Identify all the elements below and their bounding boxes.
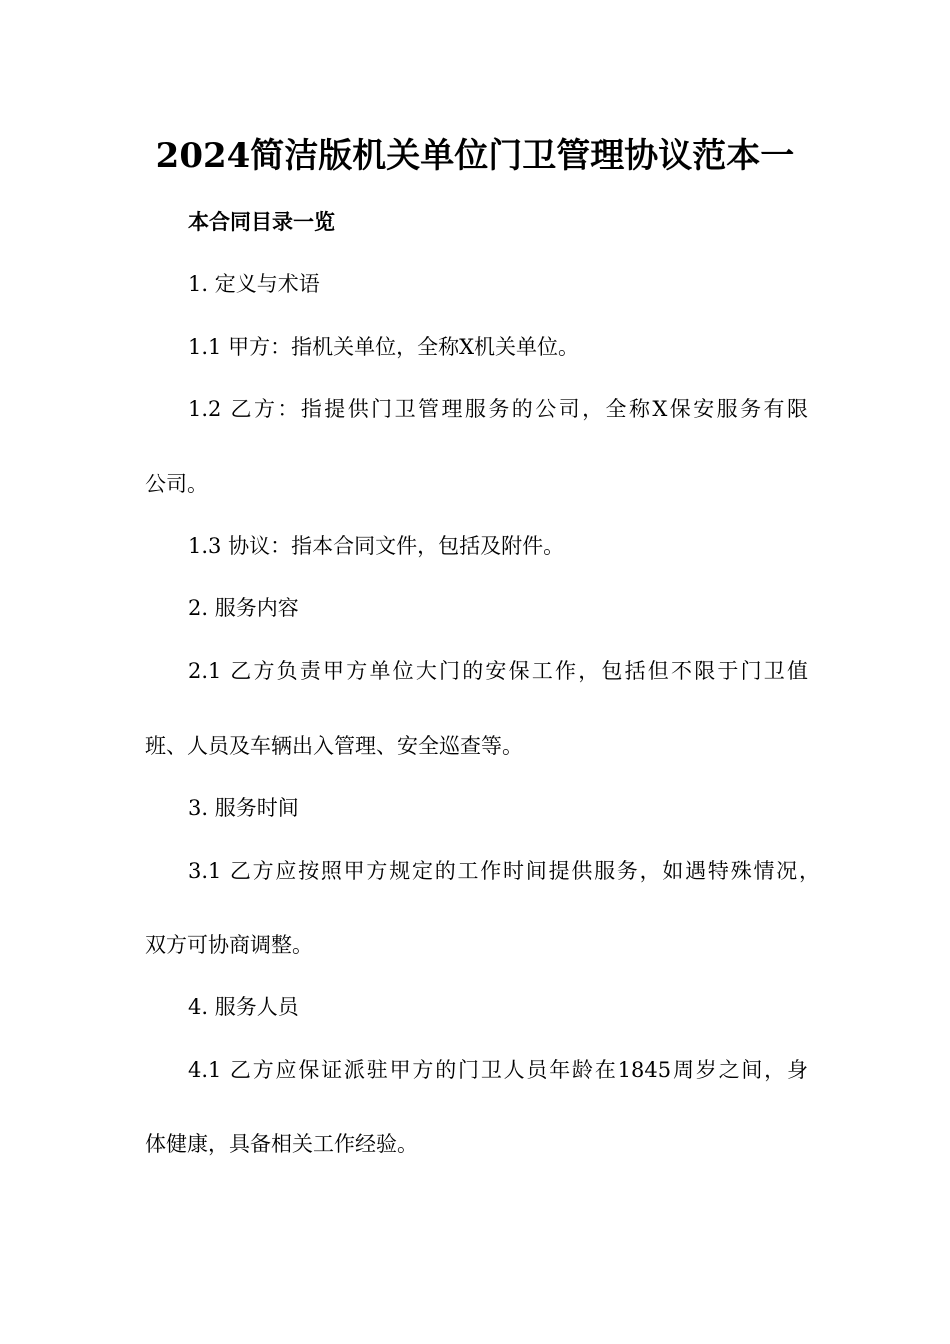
clause-line: 1.3 协议：指本合同文件，包括及附件。 — [188, 534, 565, 558]
clause-line: 2.1 乙方负责甲方单位大门的安保工作，包括但不限于门卫值 — [188, 659, 808, 683]
clause-line: 3.1 乙方应按照甲方规定的工作时间提供服务，如遇特殊情况， — [188, 859, 820, 883]
section-heading: 4. 服务人员 — [188, 995, 299, 1019]
clause-line: 1.2 乙方：指提供门卫管理服务的公司，全称X保安服务有限 — [188, 397, 808, 421]
clause-continuation: 班、人员及车辆出入管理、安全巡查等。 — [145, 734, 523, 758]
clause-line: 1.1 甲方：指机关单位，全称X机关单位。 — [188, 335, 580, 359]
clause-continuation: 双方可协商调整。 — [145, 933, 313, 957]
section-heading: 2. 服务内容 — [188, 596, 299, 620]
clause-continuation: 公司。 — [145, 472, 208, 496]
clause-line: 4.1 乙方应保证派驻甲方的门卫人员年龄在1845周岁之间，身 — [188, 1058, 808, 1082]
section-heading: 3. 服务时间 — [188, 796, 299, 820]
toc-heading: 本合同目录一览 — [188, 209, 335, 234]
document-title: 2024简洁版机关单位门卫管理协议范本一 — [155, 136, 795, 176]
section-heading: 1. 定义与术语 — [188, 272, 320, 296]
clause-continuation: 体健康，具备相关工作经验。 — [145, 1132, 418, 1156]
